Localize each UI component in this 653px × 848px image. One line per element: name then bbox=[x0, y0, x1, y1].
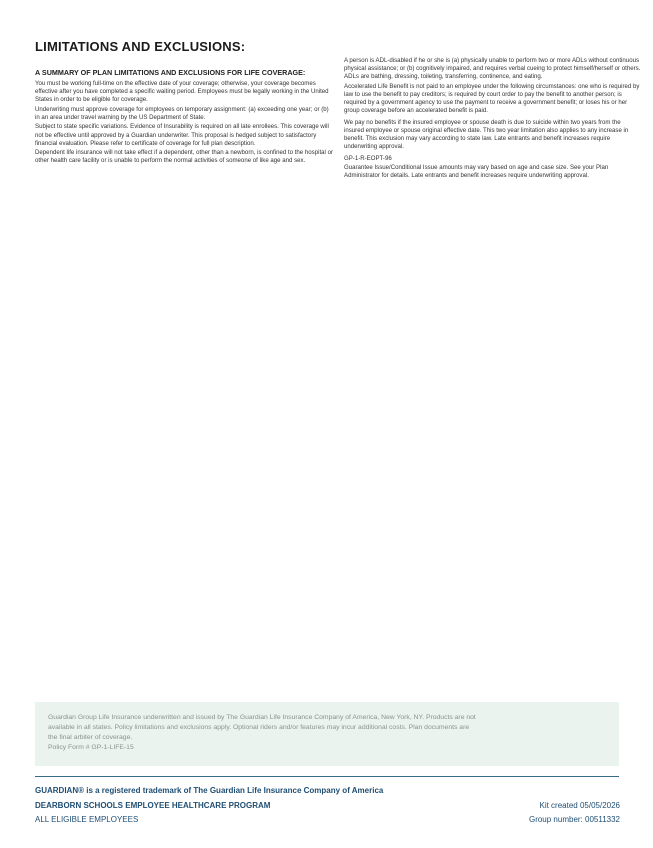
form-number: GP-1-R-EOPT-96 bbox=[344, 154, 392, 162]
paragraph: You must be working full-time on the effective date of your coverage; otherwise, your coverage becomes effective after you have completed a specific waiting period. Employees must be legally working in the United States in order to be eligible for coverage. bbox=[35, 80, 329, 104]
page-title: LIMITATIONS AND EXCLUSIONS: bbox=[35, 39, 246, 54]
disclaimer-line: available in all states. Policy limitations and exclusions apply. Optional riders and/or features may incur additional costs. Plan documents are bbox=[48, 724, 470, 731]
program-name: DEARBORN SCHOOLS EMPLOYEE HEALTHCARE PROGRAM bbox=[35, 801, 271, 810]
paragraph: Accelerated Life Benefit is not paid to an employee under the following circumstances: one who is required by law to use the benefit to pay creditors; is required by court order to pay the benefit to another person; is required by a government agency to use the payment to receive a government benefit; or loses his or her group coverage before an accelerated benefit is paid. bbox=[344, 82, 640, 115]
left-column bbox=[35, 68, 335, 167]
section-heading: A SUMMARY OF PLAN LIMITATIONS AND EXCLUSIONS FOR LIFE COVERAGE: bbox=[35, 68, 306, 77]
disclaimer-line: Guardian Group Life Insurance underwritten and issued by The Guardian Life Insurance Company of America, New York, NY. Products are not bbox=[48, 714, 476, 721]
right-column bbox=[344, 57, 642, 182]
paragraph: We pay no benefits if the insured employee or spouse death is due to suicide within two years from the insured employee or spouse original effective date. This two year limitation also applies to any increase in benefit. This exclusion may vary according to state law. Late entrants and benefit increases require underwriting approval. bbox=[344, 118, 629, 150]
paragraph: A person is ADL-disabled if he or she is (a) physically unable to perform two or more ADLs without continuous physical assistance; or (b) cognitively impaired, and requires verbal cueing to protect himself/herself or others. ADLs are bathing, dressing, toileting, transferring, continence, and eating. bbox=[344, 57, 641, 81]
audience-label: ALL ELIGIBLE EMPLOYEES bbox=[35, 815, 139, 824]
disclaimer-box bbox=[35, 702, 619, 766]
paragraph: Dependent life insurance will not take effect if a dependent, other than a newborn, is confined to the hospital or other health care facility or is unable to perform the normal activities of someone of like age and sex. bbox=[35, 149, 333, 165]
footer-divider bbox=[35, 776, 619, 777]
trademark-notice: GUARDIAN® is a registered trademark of The Guardian Life Insurance Company of America bbox=[35, 786, 384, 795]
paragraph: Guarantee Issue/Conditional Issue amounts may vary based on age and case size. See your Plan Administrator for details. Late entrants and benefit increases require underwriting approval. bbox=[344, 164, 609, 180]
group-number: Group number: 00511332 bbox=[528, 815, 620, 824]
disclaimer-line: the final arbiter of coverage. bbox=[48, 734, 133, 741]
policy-form-number: Policy Form # GP-1-LIFE-15 bbox=[48, 744, 134, 751]
paragraph: Subject to state specific variations. Evidence of Insurability is required on all late enrollees. This coverage will not be effective until approved by a Guardian underwriter. This proposal is hedged subject to satisfactory financial evaluation. Please refer to certificate of coverage for full plan description. bbox=[35, 123, 329, 147]
kit-created-date: Kit created 05/05/2026 bbox=[539, 801, 620, 810]
paragraph: Underwriting must approve coverage for employees on temporary assignment: (a) exceeding one year; or (b) in an area under travel warning by the US Department of State. bbox=[35, 105, 329, 121]
disclaimer-text bbox=[48, 713, 568, 753]
